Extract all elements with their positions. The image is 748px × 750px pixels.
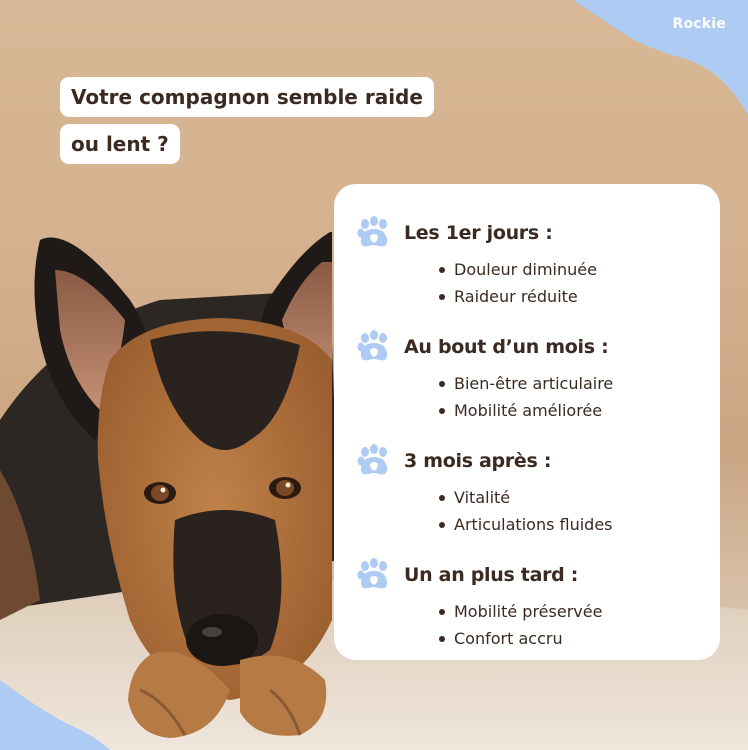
timeline-section	[356, 444, 702, 538]
headline-line-1: Votre compagnon semble raide	[60, 77, 434, 117]
list-item: Vitalité	[438, 484, 702, 511]
bullet-list	[356, 484, 702, 538]
section-title: Un an plus tard :	[404, 564, 579, 586]
bullet-list	[356, 370, 702, 424]
timeline-section	[356, 558, 702, 652]
paw-icon	[356, 216, 392, 250]
corner-blob-bottom-left	[0, 680, 110, 750]
list-item: Bien-être articulaire	[438, 370, 702, 397]
paw-icon	[356, 444, 392, 478]
list-item: Raideur réduite	[438, 283, 702, 310]
section-title: Les 1er jours :	[404, 222, 553, 244]
list-item: Mobilité améliorée	[438, 397, 702, 424]
bullet-list	[356, 256, 702, 310]
list-item: Confort accru	[438, 625, 702, 652]
paw-icon	[356, 558, 392, 592]
bullet-list	[356, 598, 702, 652]
list-item: Douleur diminuée	[438, 256, 702, 283]
section-header	[356, 216, 702, 250]
section-title: 3 mois après :	[404, 450, 552, 472]
section-header	[356, 558, 702, 592]
timeline-card	[334, 184, 720, 660]
section-header	[356, 330, 702, 364]
timeline-section	[356, 330, 702, 424]
list-item: Mobilité préservée	[438, 598, 702, 625]
section-header	[356, 444, 702, 478]
headline-line-2: ou lent ?	[60, 124, 180, 164]
list-item: Articulations fluides	[438, 511, 702, 538]
timeline-section	[356, 216, 702, 310]
section-title: Au bout d’un mois :	[404, 336, 609, 358]
paw-icon	[356, 330, 392, 364]
brand-logo: Rockie	[672, 16, 726, 32]
